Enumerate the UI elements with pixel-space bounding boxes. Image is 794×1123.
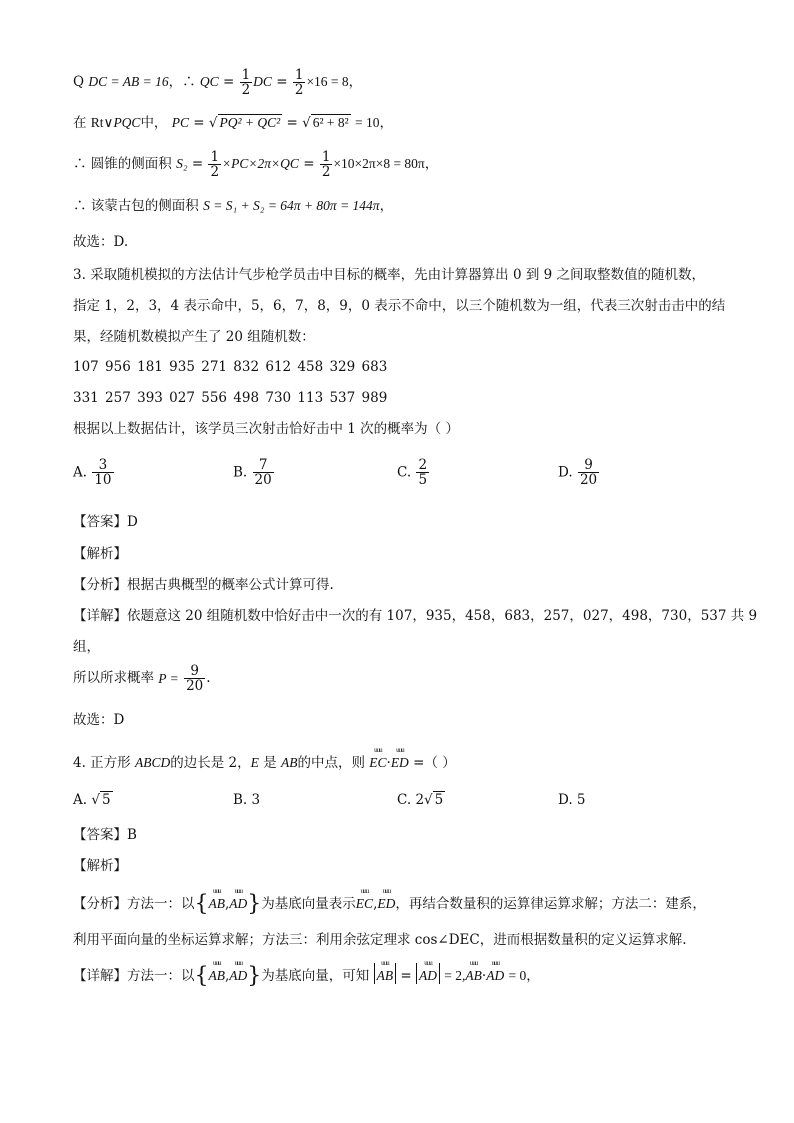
q4-option-d: D. 5 — [558, 792, 586, 808]
q3-choose: 故选：D — [73, 712, 125, 728]
q3-detail-line-2: 组， — [73, 639, 100, 655]
text: ∴ 该蒙古包的侧面积 — [73, 198, 199, 214]
q4-fenxi-line-1: 【分析】方法一：以{uuu AB,uuu AD}为基底向量表示uuu EC,uuu ED，再结合数量积的运算律运算求解；方法二：建系， — [73, 891, 706, 916]
q3-fenxi: 【分析】根据古典概型的概率公式计算可得. — [73, 577, 334, 593]
q3-option-b: B. $\frac{7}{20}$ — [233, 457, 272, 489]
q3-answer: 【答案】D — [73, 514, 138, 530]
q3-text-line-3: 果，经随机数模拟产生了 20 组随机数： — [73, 329, 315, 345]
q3-text-line-2: 指定 1，2，3，4 表示命中，5，6，7，8，9，0 表示不命中，以三个随机数为一组，代表三次射击击中的结 — [73, 298, 726, 314]
q4-option-a: A. √ 5 — [73, 792, 111, 808]
math-expr: ×PC×2π×QC — [222, 156, 299, 172]
math-expr: S = S₁ + S₂ = 64π + 80π = 144π — [203, 198, 380, 213]
math-expr: QC — [199, 74, 219, 90]
q3-text-line-1: 3. 采取随机模拟的方法估计气步枪学员击中目标的概率，先由计算器算出 0 到 9 之间取整数值的随机数， — [73, 267, 706, 283]
q3-probability: 所以所求概率 P = $\frac{9}{20}$ . — [73, 663, 211, 695]
q3-jiexi: 【解析】 — [73, 546, 127, 562]
vector-ec: uuu EC — [369, 750, 386, 770]
fraction: $\frac{2}{5}$ — [418, 457, 428, 489]
math-expr: PC — [171, 115, 189, 130]
math-expr: PQC — [113, 115, 141, 130]
text: 中， — [140, 115, 168, 131]
fraction: $\frac{1}{2}$ — [241, 67, 251, 99]
q4-text: 4. 正方形 ABCD的边长是 2，E 是 AB的中点，则 uuu EC·uuu ED =（ ） — [73, 750, 456, 771]
fraction: $\frac{9}{20}$ — [579, 457, 598, 489]
fraction: $\frac{1}{2}$ — [210, 149, 220, 181]
fraction: $\frac{3}{10}$ — [94, 457, 112, 489]
q4-fenxi-line-2: 利用平面向量的坐标运算求解；方法三：利用余弦定理求 cos∠DEC，进而根据数量积的定义运算求解. — [73, 932, 687, 948]
fraction: $\frac{9}{20}$ — [186, 663, 204, 695]
q3-numbers-row-2: 331 257 393 027 556 498 730 113 537 989 — [73, 390, 388, 406]
math-expr: ×16 = 8 — [306, 74, 349, 90]
math-expr: Rt∨ — [90, 115, 114, 130]
sqrt-expression: √ PQ² + QC² — [208, 115, 281, 131]
text: 在 — [73, 115, 87, 131]
q3-option-a: A. $\frac{3}{10}$ — [73, 457, 112, 489]
q4-jiexi: 【解析】 — [73, 858, 127, 874]
q4-option-b: B. 3 — [233, 792, 261, 808]
text: ， — [348, 74, 363, 91]
text: ， — [424, 156, 439, 173]
q4-option-c: C. 2√ 5 — [397, 792, 444, 808]
symbol-q: Q — [73, 74, 85, 91]
fraction: $\frac{1}{2}$ — [321, 149, 331, 181]
solution-line-4 — [73, 199, 393, 214]
text: ∴ 圆锥的侧面积 — [73, 156, 172, 173]
text: ， — [379, 198, 394, 214]
text: ， — [379, 115, 394, 131]
q3-numbers-row-1: 107 956 181 935 271 832 612 458 329 683 — [73, 359, 388, 375]
q3-ask: 根据以上数据估计，该学员三次射击恰好击中 1 次的概率为（ ） — [73, 421, 459, 437]
math-expr: DC — [253, 74, 272, 90]
sqrt-expression: √ 6² + 8² — [302, 115, 349, 131]
math-expr: DC = AB = 16 — [88, 74, 169, 90]
solution-line-1: Q DC = AB = 16，∴ QC = $\frac{1}{2}$ DC = $\frac{1}{2}$ ×16 = 8， — [73, 67, 363, 99]
q4-answer: 【答案】B — [73, 827, 137, 843]
fraction: $\frac{1}{2}$ — [294, 67, 304, 99]
math-expr: S₂ — [176, 156, 188, 172]
math-expr: ×10×2π×8 = 80π — [333, 156, 425, 172]
math-expr: = 10 — [355, 115, 380, 130]
vector-ed: uuu ED — [391, 750, 409, 770]
q3-detail-line-1: 【详解】依题意这 20 组随机数中恰好击中一次的有 107，935，458，683，257，027，498，730，537 共 9 — [73, 608, 758, 624]
solution-line-3: ∴ 圆锥的侧面积 S₂ = $\frac{1}{2}$ ×PC×2π×QC = $\frac{1}{2}$ ×10×2π×8 = 80π， — [73, 149, 439, 181]
choose-line: 故选：D. — [73, 234, 129, 250]
q4-detail-line-1: 【详解】方法一：以{uuu AB,uuu AD}为基底向量，可知 uuu AB = uuu AD = 2,uuu AB·uuu AD = 0， — [73, 963, 540, 988]
solution-line-2: 在 Rt∨PQC中， PC = √ PQ² + QC² = √ 6² + 8² = 10， — [73, 115, 394, 131]
fraction: $\frac{7}{20}$ — [254, 457, 272, 489]
q3-option-d: D. $\frac{9}{20}$ — [558, 457, 598, 489]
q3-option-c: C. $\frac{2}{5}$ — [397, 457, 428, 489]
text: ，∴ — [168, 74, 200, 91]
